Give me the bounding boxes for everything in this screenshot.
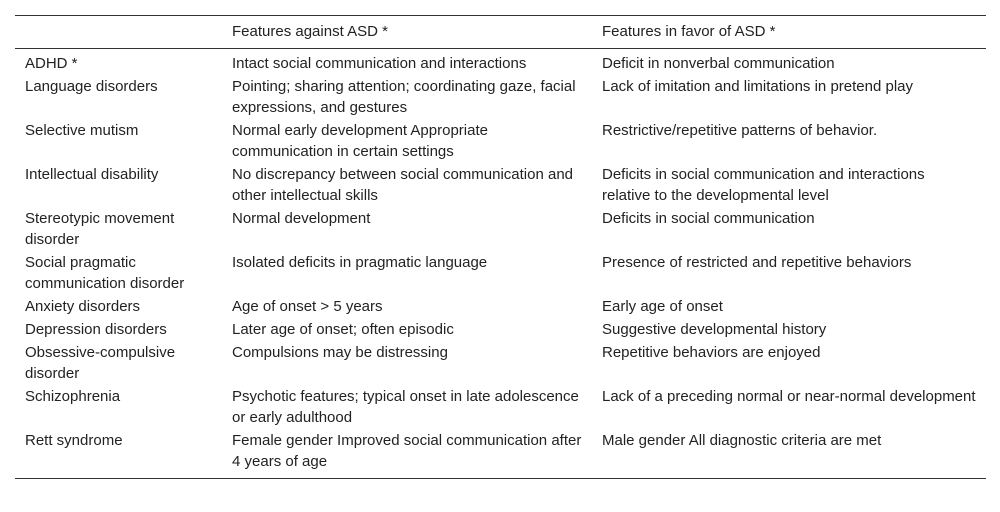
table-row [15,75,986,119]
condition-cell: Social pragmatic communication disorder [25,254,185,292]
features-in-favor-cell: Deficit in nonverbal communication [602,55,835,72]
header-features-against: Features against ASD * [232,23,388,40]
differential-diagnosis-table [15,15,986,479]
features-in-favor-cell: Lack of imitation and limitations in pretend play [602,78,914,95]
table-row [15,385,986,429]
condition-cell: Stereotypic movement disorder [25,210,175,248]
features-against-cell: Age of onset > 5 years [232,298,383,315]
features-against-cell: Pointing; sharing attention; coordinating gaze, facial expressions, and gestures [232,78,576,116]
features-against-cell: Female gender Improved social communication after 4 years of age [232,432,582,470]
features-in-favor-cell: Male gender All diagnostic criteria are met [602,432,882,449]
differential-diagnosis-table-container [15,15,986,479]
condition-cell: Language disorders [25,78,158,95]
table-row [15,251,986,295]
table-row [15,295,986,318]
features-in-favor-cell: Suggestive developmental history [602,321,827,338]
table-body [15,49,986,479]
features-in-favor-cell: Lack of a preceding normal or near-normal development [602,388,976,405]
header-condition [15,16,222,49]
table-row [15,119,986,163]
condition-cell: Rett syndrome [25,432,123,449]
features-against-cell: Compulsions may be distressing [232,344,448,361]
features-against-cell: Normal early development Appropriate communication in certain settings [232,122,488,160]
table-row [15,49,986,76]
features-against-cell: No discrepancy between social communication and other intellectual skills [232,166,574,204]
condition-cell: Selective mutism [25,122,139,139]
features-in-favor-cell: Deficits in social communication and interactions relative to the developmental level [602,166,925,204]
table-row [15,163,986,207]
features-in-favor-cell: Deficits in social communication [602,210,815,227]
table-row [15,318,986,341]
features-in-favor-cell: Early age of onset [602,298,723,315]
features-against-cell: Normal development [232,210,371,227]
table-row [15,341,986,385]
features-in-favor-cell: Repetitive behaviors are enjoyed [602,344,821,361]
header-row [15,16,986,49]
features-against-cell: Intact social communication and interactions [232,55,527,72]
condition-cell: Schizophrenia [25,388,121,405]
condition-cell: Depression disorders [25,321,167,338]
condition-cell: Obsessive-compulsive disorder [25,344,176,382]
condition-cell: ADHD * [25,55,78,72]
header-features-in-favor: Features in favor of ASD * [602,23,776,40]
table-row [15,207,986,251]
condition-cell: Intellectual disability [25,166,159,183]
features-against-cell: Psychotic features; typical onset in late adolescence or early adulthood [232,388,579,426]
features-against-cell: Isolated deficits in pragmatic language [232,254,488,271]
table-header [15,16,986,49]
table-row [15,429,986,479]
features-in-favor-cell: Presence of restricted and repetitive behaviors [602,254,912,271]
features-in-favor-cell: Restrictive/repetitive patterns of behavior. [602,122,878,139]
features-against-cell: Later age of onset; often episodic [232,321,454,338]
condition-cell: Anxiety disorders [25,298,141,315]
